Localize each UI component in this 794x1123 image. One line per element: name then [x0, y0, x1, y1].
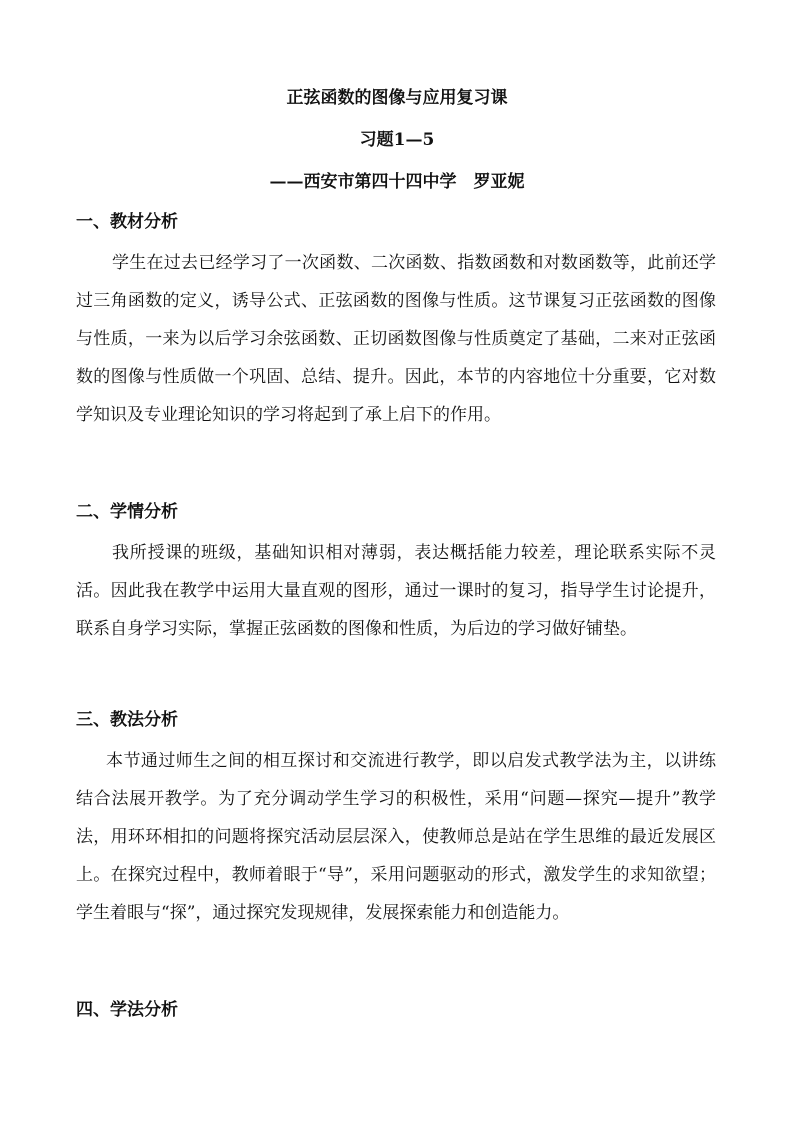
section-heading-learning-method: 四、学法分析: [76, 1000, 178, 1020]
section-paragraph-teaching-method: 本节通过师生之间的相互探讨和交流进行教学，即以启发式教学法为主，以讲练结合法展开教学。为了充分调动学生学习的积极性，采用“问题—探究—提升”教学法，用环环相扣的问题将探究活动层层深入，使教师总是站在学生思维的最近发展区上。在探究过程中，教师着眼于“导”，采用问题驱动的形式，激发学生的求知欲望；学生着眼与“探”，通过探究发现规律，发展探索能力和创造能力。: [76, 751, 716, 923]
author-line: ——西安市第四十四中学 罗亚妮: [269, 172, 525, 192]
section-heading-teaching-method: 三、教法分析: [76, 710, 178, 730]
section-heading-student-analysis: 二、学情分析: [76, 502, 178, 522]
section-paragraph-student-analysis: 我所授课的班级，基础知识相对薄弱，表达概括能力较差，理论联系实际不灵活。因此我在教学中运用大量直观的图形，通过一课时的复习，指导学生讨论提升，联系自身学习实际，掌握正弦函数的图像和性质，为后边的学习做好铺垫。: [76, 543, 716, 639]
page-title: 正弦函数的图像与应用复习课: [286, 88, 508, 108]
section-heading-textbook-analysis: 一、教材分析: [76, 212, 178, 232]
section-paragraph-textbook-analysis: 学生在过去已经学习了一次函数、二次函数、指数函数和对数函数等，此前还学过三角函数的定义，诱导公式、正弦函数的图像与性质。这节课复习正弦函数的图像与性质，一来为以后学习余弦函数、正切函数图像与性质奠定了基础，二来对正弦函数的图像与性质做一个巩固、总结、提升。因此，本节的内容地位十分重要，它对数学知识及专业理论知识的学习将起到了承上启下的作用。: [76, 253, 716, 425]
page-subtitle: 习题1—5: [359, 130, 435, 150]
